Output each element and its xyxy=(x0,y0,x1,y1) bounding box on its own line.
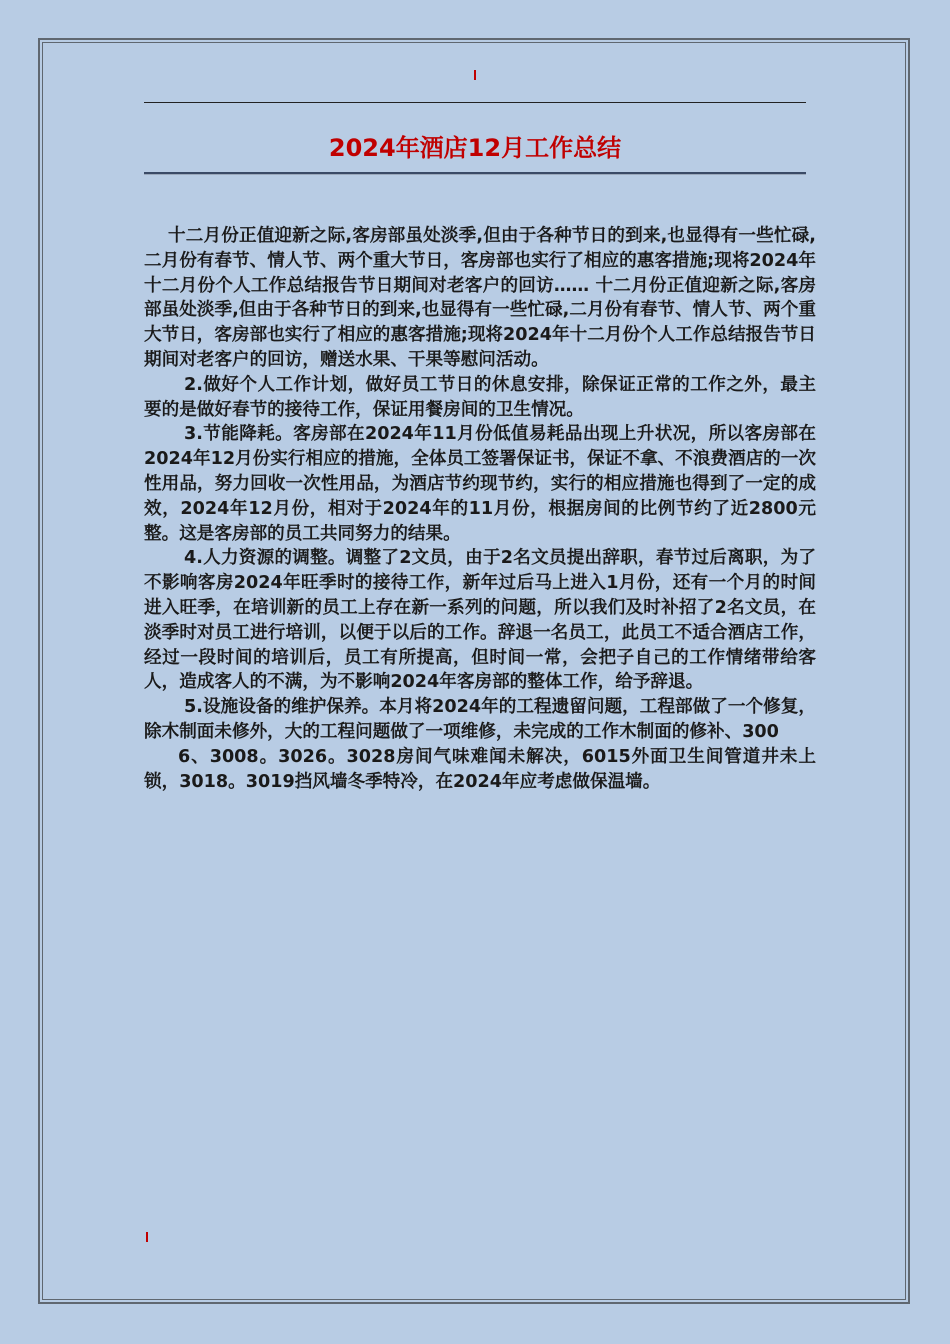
header-cursor-mark xyxy=(474,70,476,80)
paragraph-item-4: 4.人力资源的调整。调整了2文员，由于2名文员提出辞职，春节过后离职，为了不影响客房2024年旺季时的接待工作，新年过后马上进入1月份，还有一个月的时间进入旺季，在培训新的员工上存在新一系列的问题，所以我们及时补招了2名文员，在淡季时对员工进行培训，以便于以后的工作。辞退一名员工，此员工不适合酒店工作，经过一段时间的培训后，员工有所提高，但时间一常，会把子自己的工作情绪带给客人，造成客人的不满，为不影响2024年客房部的整体工作，给予辞退。 xyxy=(144,548,816,693)
document-body xyxy=(144,224,816,794)
paragraph-item-3: 3.节能降耗。客房部在2024年11月份低值易耗品出现上升状况，所以客房部在2024年12月份实行相应的措施，全体员工签署保证书，保证不拿、不浪费酒店的一次性用品，努力回收一次性用品，为酒店节约现节约，实行的相应措施也得到了一定的成效，2024年12月份，相对于2024年的11月份，根据房间的比例节约了近2800元整。这是客房部的员工共同努力的结果。 xyxy=(144,424,816,544)
paragraph-item-6: 6、3008。3026。3028房间气味难闻未解决，6015外面卫生间管道井未上锁，3018。3019挡风墙冬季特冷，在2024年应考虑做保温墙。 xyxy=(144,746,816,792)
footer-cursor-mark xyxy=(146,1232,148,1242)
title-underline xyxy=(144,172,806,175)
paragraph-item-2: 2.做好个人工作计划，做好员工节日的休息安排，除保证正常的工作之外，最主要的是做好春节的接待工作，保证用餐房间的卫生情况。 xyxy=(144,374,816,420)
paragraph-intro: 十二月份正值迎新之际,客房部虽处淡季,但由于各种节日的到来,也显得有一些忙碌,二月份有春节、情人节、两个重大节日，客房部也实行了相应的惠客措施;现将2024年十二月份个人工作总结报告节日期间对老客户的回访…… 十二月份正值迎新之际,客房部虽处淡季,但由于各种节日的到来,也显得有一些忙碌,二月份有春节、情人节、两个重大节日，客房部也实行了相应的惠客措施;现将2024年十二月份个人工作总结报告节日期间对老客户的回访，赠送水果、干果等慰问活动。 xyxy=(144,226,816,370)
paragraph-item-5: 5.设施设备的维护保养。本月将2024年的工程遗留问题，工程部做了一个修复，除木制面未修外，大的工程问题做了一项维修，未完成的工作木制面的修补、300 xyxy=(144,697,816,742)
header-rule xyxy=(144,102,806,103)
document-title: 2024年酒店12月工作总结 xyxy=(328,134,622,162)
